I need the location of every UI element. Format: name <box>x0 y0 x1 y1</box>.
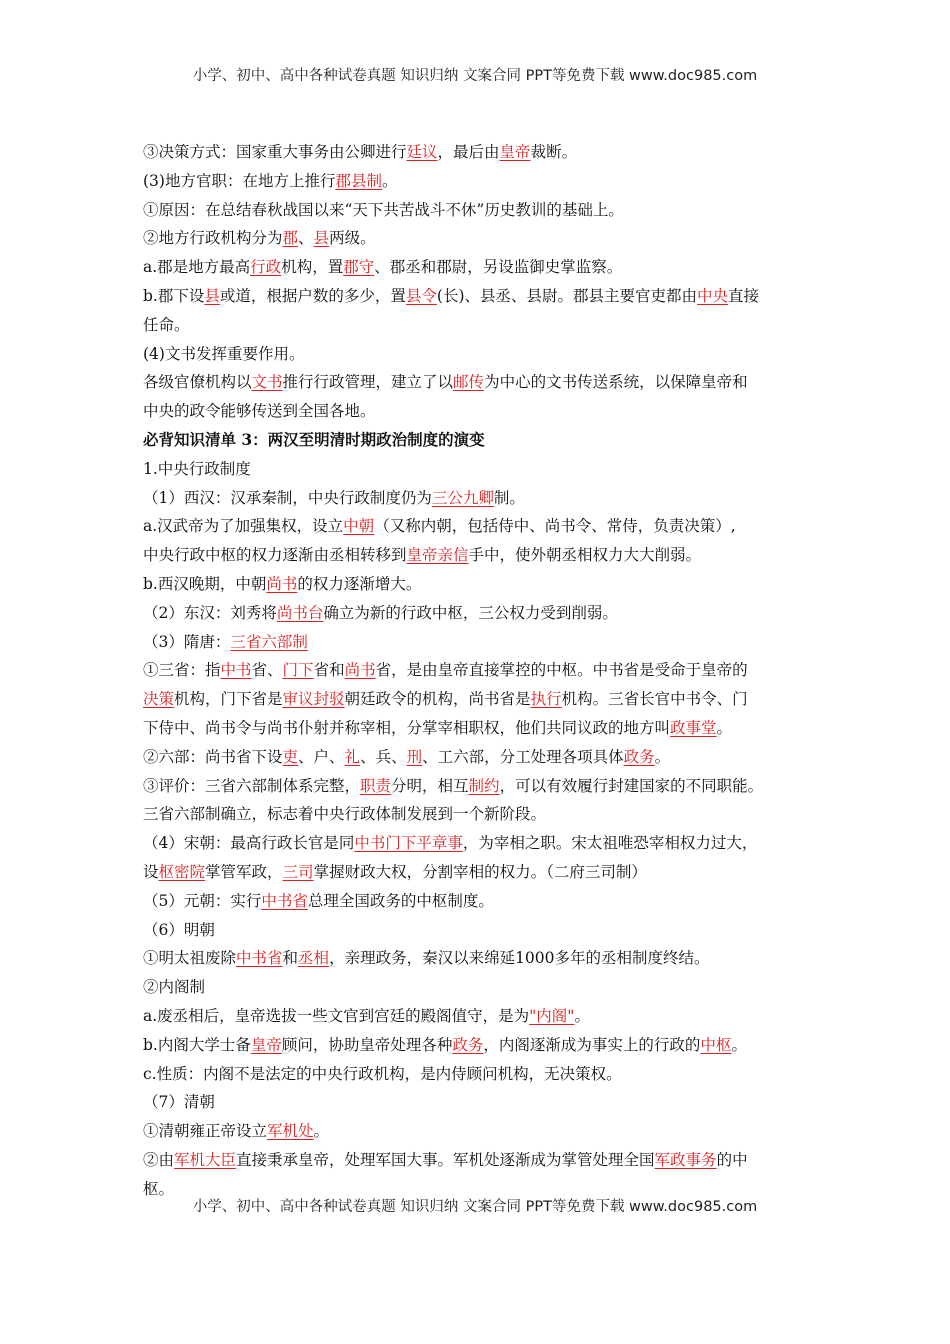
key-term: 邮传 <box>453 373 485 392</box>
text-segment: c.性质：内阁不是法定的中央行政机构，是内侍顾问机构，无决策权。 <box>143 1064 622 1083</box>
key-term: 政务 <box>452 1035 484 1054</box>
key-term: 郡县制 <box>335 171 382 190</box>
key-term: 郡 <box>282 229 299 248</box>
text-segment: 中央的政令能够传送到全国各地。 <box>143 402 376 421</box>
key-term: 丞相 <box>298 949 330 968</box>
text-segment: （1）西汉：汉承秦制，中央行政制度仍为 <box>143 488 432 507</box>
key-term: "内阁" <box>529 1006 575 1025</box>
key-term: 政务 <box>623 747 655 766</box>
text-segment: ③评价：三省六部制体系完整， <box>143 776 361 795</box>
text-segment: 直接秉承皇帝，处理军国大事。军机处逐渐成为掌管处理全国 <box>236 1150 655 1169</box>
key-term: 门下 <box>282 661 314 680</box>
text-segment: 分明，相互 <box>391 776 469 795</box>
text-segment: a.汉武帝为了加强集权，设立 <box>143 517 344 536</box>
text-line <box>143 368 808 397</box>
text-segment: （3）隋唐： <box>143 632 231 651</box>
text-segment: ②内阁制 <box>143 978 206 997</box>
text-segment: b.内阁大学士备 <box>143 1035 251 1054</box>
text-segment: ②由 <box>143 1150 175 1169</box>
key-term: 中央 <box>697 286 729 305</box>
text-segment: 确立为新的行政中枢，三公权力受到削弱。 <box>323 603 618 622</box>
text-segment: 三省六部制确立，标志着中央行政体制发展到一个新阶段。 <box>143 805 547 824</box>
text-segment: 、 <box>298 229 314 248</box>
text-segment: 两级。 <box>329 229 376 248</box>
key-term: 决策 <box>143 690 175 709</box>
key-term: 尚书 <box>344 661 376 680</box>
text-segment: 直接 <box>728 286 760 305</box>
text-segment: ①明太祖废除 <box>143 949 237 968</box>
text-segment: 省，是由皇帝直接掌控的中枢。中书省是受命于皇帝的 <box>375 661 748 680</box>
key-term: 县令 <box>405 286 437 305</box>
text-segment: 、郡丞和郡尉，另设监御史掌监察。 <box>374 258 623 277</box>
text-line <box>143 772 808 801</box>
text-segment: 机构，门下省是 <box>174 690 283 709</box>
text-line <box>143 628 808 657</box>
key-term: 皇帝 <box>250 1035 282 1054</box>
text-line <box>143 1146 808 1175</box>
text-segment: ，内阁逐渐成为事实上的行政的 <box>483 1035 701 1054</box>
text-segment: ，可以有效履行封建国家的不同职能。 <box>499 776 764 795</box>
text-line <box>143 1060 808 1089</box>
text-segment: ②六部：尚书省下设 <box>143 747 283 766</box>
text-segment: ，最后由 <box>437 143 500 161</box>
text-line <box>143 944 808 973</box>
key-term: 中枢 <box>700 1035 732 1054</box>
text-segment: 枢。 <box>143 1179 175 1198</box>
text-line <box>143 138 808 167</box>
key-term: 刑 <box>406 747 423 766</box>
text-segment: 推行行政管理，建立了以 <box>282 373 454 392</box>
key-term: 行政 <box>250 258 282 277</box>
text-segment: 的权力逐渐增大。 <box>297 574 422 593</box>
text-segment: ①清朝雍正帝设立 <box>143 1122 268 1141</box>
key-term: 皇帝 <box>499 143 531 161</box>
key-term: 廷议 <box>406 143 438 161</box>
text-segment: 省和 <box>313 661 345 680</box>
text-segment: 掌管军政， <box>205 862 283 881</box>
text-segment: （又称内朝，包括侍中、尚书令、常侍，负责决策）, <box>374 517 736 536</box>
key-term: 吏 <box>282 747 299 766</box>
text-line <box>143 282 808 311</box>
text-line <box>143 455 808 484</box>
key-term: 尚书台 <box>276 603 324 622</box>
key-term: 中书省 <box>236 949 283 968</box>
text-line <box>143 887 808 916</box>
text-segment: 裁断。 <box>530 143 578 161</box>
key-term: 三司 <box>282 862 314 881</box>
key-term: 职责 <box>360 776 392 795</box>
text-line <box>143 570 808 599</box>
text-segment: 或道，根据户数的多少，置 <box>219 286 406 305</box>
text-line <box>143 224 808 253</box>
text-line <box>143 829 808 858</box>
text-segment: 。 <box>381 171 398 190</box>
key-term: 政事堂 <box>670 718 717 737</box>
document-body <box>143 138 808 1203</box>
text-line <box>143 800 808 829</box>
text-segment: 下侍中、尚书令与尚书仆射并称宰相，分掌宰相职权，他们共同议政的地方叫 <box>143 718 671 737</box>
page-footer: 小学、初中、高中各种试卷真题 知识归纳 文案合同 PPT等免费下载 www.doc985.com <box>192 1199 758 1215</box>
text-segment: 必背知识清单 3：两汉至明清时期政治制度的演变 <box>143 429 485 449</box>
text-line <box>143 599 808 628</box>
text-segment: 为中心的文书传送系统，以保障皇帝和 <box>484 373 748 392</box>
text-segment: 。 <box>716 718 733 737</box>
text-segment: 总理全国政务的中枢制度。 <box>307 891 494 910</box>
text-segment: 制。 <box>493 488 525 507</box>
key-term: 制约 <box>468 776 500 795</box>
text-segment: ①三省：指 <box>143 661 221 680</box>
key-term: 三公九卿 <box>431 488 494 507</box>
text-segment: 1.中央行政制度 <box>143 459 251 478</box>
key-term: 枢密院 <box>158 862 206 881</box>
text-segment: b.西汉晚期，中朝 <box>143 574 267 593</box>
text-line <box>143 973 808 1002</box>
key-term: 军机大臣 <box>174 1150 237 1169</box>
text-segment: 。 <box>313 1122 330 1141</box>
text-line <box>143 916 808 945</box>
text-segment: 。 <box>574 1006 590 1025</box>
section-heading <box>143 426 808 455</box>
text-segment: ②地方行政机构分为 <box>143 229 283 248</box>
text-segment: 各级官僚机构以 <box>143 373 252 392</box>
text-segment: 顾问，协助皇帝处理各种 <box>281 1035 453 1054</box>
text-segment: 省、 <box>251 661 283 680</box>
text-line <box>143 541 808 570</box>
text-line <box>143 397 808 426</box>
text-line <box>143 1031 808 1060</box>
text-line <box>143 311 808 340</box>
text-segment: 机构，置 <box>281 258 344 277</box>
key-term: 尚书 <box>266 574 298 593</box>
key-term: 中书省 <box>261 891 308 910</box>
text-segment: (长)、县丞、县尉。郡县主要官吏都由 <box>436 286 698 305</box>
text-segment: (4)文书发挥重要作用。 <box>143 344 305 363</box>
key-term: 县 <box>313 229 330 248</box>
text-segment: 掌握财政大权，分割宰相的权力。（二府三司制） <box>313 862 647 881</box>
text-segment: （4）宋朝：最高行政长官是同 <box>143 834 355 853</box>
text-segment: 机构。三省长官中书令、门 <box>561 690 748 709</box>
text-segment: ③决策方式：国家重大事务由公卿进行 <box>143 143 407 161</box>
text-line <box>143 1002 808 1031</box>
text-segment: 的中 <box>716 1150 748 1169</box>
text-line <box>143 656 808 685</box>
text-segment: a.郡是地方最高 <box>143 258 251 277</box>
key-term: 三省六部制 <box>230 632 308 651</box>
text-segment: 设 <box>143 862 159 881</box>
text-line <box>143 714 808 743</box>
text-segment: b.郡下设 <box>143 286 205 305</box>
text-line <box>143 253 808 282</box>
text-line <box>143 167 808 196</box>
text-segment: 、兵、 <box>360 747 407 766</box>
text-segment: 、户、 <box>298 747 345 766</box>
key-term: 军机处 <box>267 1122 314 1141</box>
text-segment: 和 <box>282 949 299 968</box>
text-segment: ，为宰相之职。宋太祖唯恐宰相权力过大， <box>462 834 758 853</box>
text-segment: （6）明朝 <box>143 920 215 939</box>
text-segment: 手中，使外朝丞相权力大大削弱。 <box>468 546 702 565</box>
text-line <box>143 858 808 887</box>
text-segment: （7）清朝 <box>143 1093 215 1112</box>
text-segment: a.废丞相后，皇帝选拔一些文官到宫廷的殿阁值守，是为 <box>143 1006 530 1025</box>
key-term: 县 <box>204 286 220 305</box>
key-term: 皇帝亲信 <box>406 546 469 565</box>
text-segment: 朝廷政令的机构，尚书省是 <box>344 690 531 709</box>
key-term: 文书 <box>251 373 283 392</box>
key-term: 中书门下平章事 <box>354 834 463 853</box>
text-segment: （2）东汉：刘秀将 <box>143 603 277 622</box>
text-segment: ，亲理政务，秦汉以来绵延1000多年的丞相制度终结。 <box>329 949 710 968</box>
key-term: 军政事务 <box>654 1150 717 1169</box>
key-term: 礼 <box>344 747 361 766</box>
text-line <box>143 196 808 225</box>
text-segment: 中央行政中枢的权力逐渐由丞相转移到 <box>143 546 407 565</box>
key-term: 中朝 <box>343 517 375 536</box>
text-segment: （5）元朝：实行 <box>143 891 262 910</box>
text-line <box>143 1088 808 1117</box>
text-line <box>143 1117 808 1146</box>
key-term: 郡守 <box>343 258 375 277</box>
text-segment: 。 <box>731 1035 747 1054</box>
text-segment: 、工六部，分工处理各项具体 <box>422 747 624 766</box>
text-line <box>143 484 808 513</box>
text-segment: ①原因：在总结春秋战国以来“天下共苦战斗不休”历史教训的基础上。 <box>143 200 624 219</box>
key-term: 中书 <box>220 661 252 680</box>
text-line <box>143 685 808 714</box>
text-line <box>143 743 808 772</box>
key-term: 审议封驳 <box>282 690 345 709</box>
page-header: 小学、初中、高中各种试卷真题 知识归纳 文案合同 PPT等免费下载 www.doc985.com <box>192 68 758 84</box>
text-segment: (3)地方官职：在地方上推行 <box>143 171 336 190</box>
key-term: 执行 <box>530 690 562 709</box>
text-segment: 任命。 <box>143 315 190 334</box>
text-segment: 。 <box>654 747 671 766</box>
text-line <box>143 512 808 541</box>
text-line <box>143 340 808 369</box>
